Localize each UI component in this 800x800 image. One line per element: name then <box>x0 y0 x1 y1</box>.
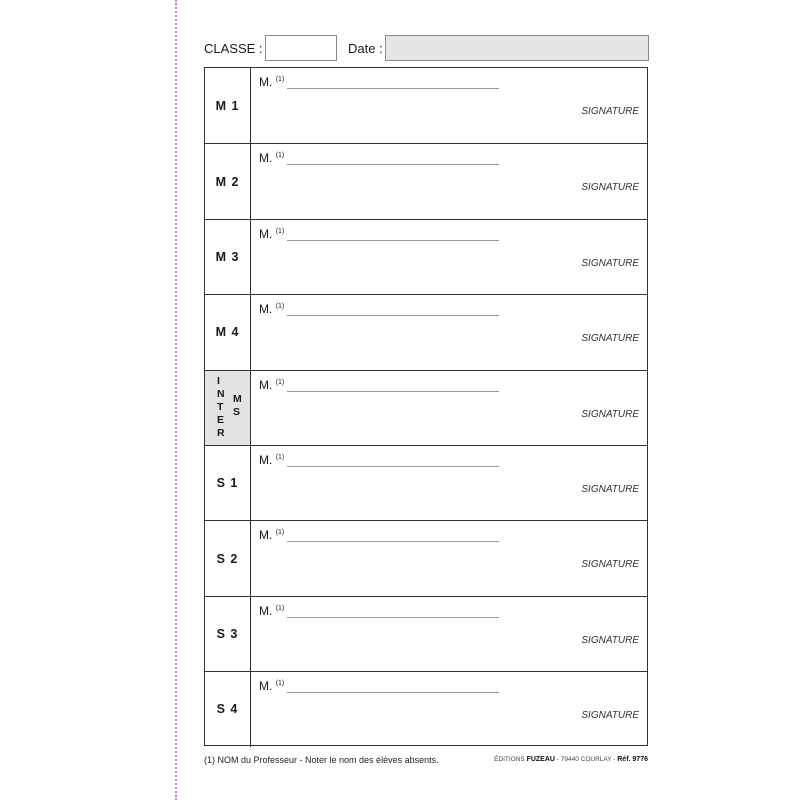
classe-label: CLASSE : <box>204 41 263 56</box>
slot-row-m3 <box>205 219 647 294</box>
teacher-name-label: M. $^{(1)}$ <box>259 151 285 166</box>
slot-code: M 2 <box>205 144 251 218</box>
teacher-name-line[interactable] <box>287 240 499 241</box>
signature-label: SIGNATURE <box>581 182 639 194</box>
teacher-name-label: M. $^{(1)}$ <box>259 453 285 467</box>
vertical-ms: M S <box>233 392 243 418</box>
slot-code: M 3 <box>205 220 251 294</box>
teacher-name-line[interactable] <box>287 692 499 693</box>
signature-label: SIGNATURE <box>581 333 639 345</box>
teacher-name-label: M. $^{(1)}$ <box>259 226 285 241</box>
teacher-name-line[interactable] <box>287 164 499 165</box>
publisher-credit: ÉDITIONS FUZEAU - 79440 COURLAY - Réf. 9776 <box>494 756 648 763</box>
teacher-name-line[interactable] <box>287 315 499 316</box>
attendance-grid <box>204 67 648 746</box>
signature-label: SIGNATURE <box>581 257 639 269</box>
slot-code: S 4 <box>205 672 251 746</box>
slot-code: S 3 <box>205 597 251 671</box>
signature-label: SIGNATURE <box>581 634 639 646</box>
signature-label: SIGNATURE <box>581 484 639 495</box>
teacher-name-label: M. $^{(1)}$ <box>259 528 285 543</box>
signature-label: SIGNATURE <box>581 710 639 722</box>
slot-row-s3 <box>205 596 647 671</box>
teacher-name-line[interactable] <box>287 466 499 467</box>
slot-row-s2 <box>205 520 647 595</box>
footnote: (1) NOM du Professeur - Noter le nom des élèves absents. <box>204 755 439 765</box>
date-label: Date : <box>348 41 383 56</box>
slot-row-m4 <box>205 294 647 369</box>
slot-row-s1 <box>205 445 647 520</box>
slot-row-interms <box>205 370 647 445</box>
teacher-name-line[interactable] <box>287 391 499 392</box>
teacher-name-line[interactable] <box>287 617 499 618</box>
signature-label: SIGNATURE <box>581 559 639 571</box>
teacher-name-label: M. $^{(1)}$ <box>259 377 285 392</box>
header <box>204 35 649 61</box>
slot-code: S 2 <box>205 521 251 595</box>
slot-row-m1 <box>205 68 647 143</box>
slot-row-m2 <box>205 143 647 218</box>
slot-code: M 1 <box>205 68 251 143</box>
slot-code: M 4 <box>205 295 251 369</box>
teacher-name-label: M. $^{(1)}$ <box>259 75 285 89</box>
perforation-line <box>175 0 177 800</box>
signature-label: SIGNATURE <box>581 408 639 420</box>
teacher-name-label: M. $^{(1)}$ <box>259 302 285 317</box>
slot-code: S 1 <box>205 446 251 520</box>
teacher-name-line[interactable] <box>287 541 499 542</box>
signature-label: SIGNATURE <box>581 106 639 117</box>
teacher-name-label: M. $^{(1)}$ <box>259 603 285 618</box>
slot-code-interms <box>205 371 251 445</box>
vertical-inter: I N T E R <box>217 374 226 439</box>
classe-field[interactable] <box>265 35 337 61</box>
slot-row-s4 <box>205 671 647 746</box>
teacher-name-label: M. $^{(1)}$ <box>259 679 285 694</box>
teacher-name-line[interactable] <box>287 88 499 89</box>
date-field[interactable] <box>385 35 649 61</box>
